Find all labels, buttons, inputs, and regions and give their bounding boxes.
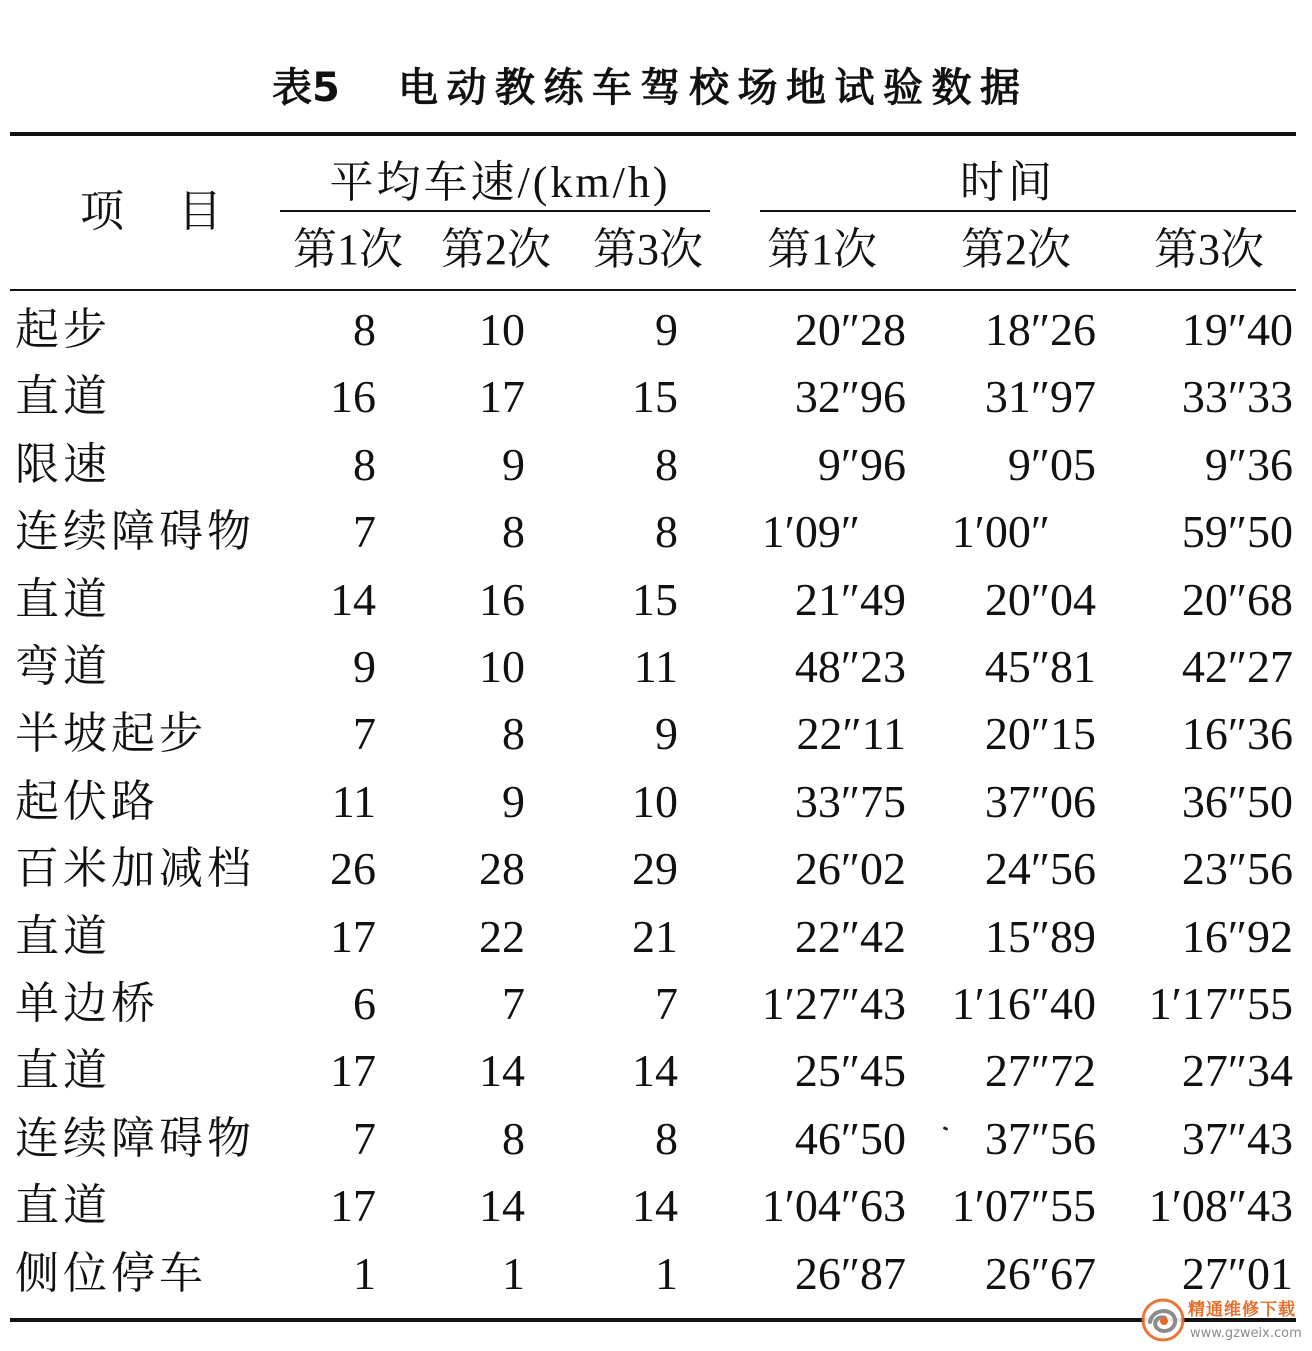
speed-run-3-value: 14 [632, 1180, 678, 1232]
speed-run-1-value: 26 [330, 843, 376, 895]
speed-run-3-value: 1 [655, 1247, 678, 1299]
speed-run-2-value: 8 [502, 708, 525, 760]
speed-run-1-value: 7 [353, 708, 376, 760]
time-run-1-value: 9″96 [817, 438, 906, 490]
time-run-1-value: 20″28 [794, 304, 906, 355]
table-number: 表5 [272, 65, 340, 111]
table-row [0, 842, 1312, 896]
time-run-1-value: 1′09″ [761, 506, 860, 558]
speed-run-1-value: 17 [330, 1045, 376, 1097]
time-run-1-value: 25″45 [794, 1045, 906, 1097]
table-row [0, 438, 1312, 492]
speed-run-3-value: 21 [632, 910, 678, 962]
speed-run-3-value: 29 [632, 843, 678, 895]
time-run-2-value: 1′16″40 [951, 978, 1096, 1029]
table-row [0, 1247, 1312, 1301]
row-item-label: 直道 [15, 1181, 111, 1231]
header-time-run-3: 第3次 [1154, 225, 1264, 274]
time-run-1-value: 48″23 [794, 641, 906, 692]
row-item-label: 起步 [15, 305, 111, 354]
watermark [1138, 1292, 1308, 1348]
table-row [0, 370, 1312, 424]
table-caption: 电动教练车驾校场地试验数据 [398, 65, 1029, 111]
time-run-1-value: 46″50 [794, 1112, 906, 1164]
speed-run-3-value: 11 [633, 641, 678, 692]
speed-run-1-value: 9 [353, 641, 376, 692]
time-run-3-value: 16″36 [1181, 708, 1293, 760]
header-time-group: 时间 [960, 158, 1056, 207]
speed-run-2-value: 14 [479, 1180, 525, 1232]
speed-run-3-value: 9 [655, 304, 678, 355]
time-run-2-value: 9″05 [1007, 438, 1096, 490]
time-run-2-value: 15″89 [984, 910, 1096, 962]
time-run-2-value: 37″06 [984, 775, 1096, 827]
watermark-url: www.gzweix.com [1190, 1326, 1302, 1341]
speed-run-1-value: 17 [330, 1180, 376, 1232]
time-run-1-value: 22″11 [796, 708, 906, 760]
time-run-1-value: 26″87 [794, 1247, 906, 1299]
time-run-1-value: 32″96 [794, 371, 906, 423]
time-run-2-value: 20″15 [984, 708, 1096, 760]
speed-run-1-value: 17 [330, 910, 376, 962]
speed-run-3-value: 15 [632, 371, 678, 423]
time-run-3-value: 1′08″43 [1148, 1180, 1293, 1232]
speed-run-1-value: 8 [353, 438, 376, 490]
time-run-3-value: 37″43 [1181, 1112, 1293, 1164]
speed-run-2-value: 28 [479, 843, 525, 895]
table-row [0, 573, 1312, 627]
time-run-3-value: 59″50 [1181, 506, 1293, 558]
table-row [0, 1112, 1312, 1166]
table-row [0, 775, 1312, 829]
header-time-run-1: 第1次 [767, 225, 877, 274]
speed-run-3-value: 10 [632, 775, 678, 827]
speed-run-2-value: 16 [479, 573, 525, 625]
time-run-2-value: 18″26 [984, 304, 1096, 355]
speed-run-3-value: 9 [655, 708, 678, 760]
speed-run-3-value: 8 [655, 506, 678, 558]
time-run-3-value: 9″36 [1204, 438, 1293, 490]
time-run-3-value: 19″40 [1181, 304, 1293, 355]
row-item-label: 侧位停车 [15, 1248, 207, 1298]
speed-run-1-value: 7 [353, 1112, 376, 1164]
row-item-label: 单边桥 [15, 979, 159, 1028]
speed-run-1-value: 11 [331, 775, 376, 827]
speed-run-1-value: 8 [353, 304, 376, 355]
speed-run-2-value: 7 [502, 978, 525, 1029]
time-run-1-value: 33″75 [794, 775, 906, 827]
time-run-2-value: 24″56 [984, 843, 1096, 895]
time-run-1-value: 21″49 [794, 573, 906, 625]
time-run-2-value: 1′07″55 [951, 1180, 1096, 1232]
speed-run-2-value: 10 [479, 304, 525, 355]
table-row [0, 910, 1312, 964]
row-item-label: 弯道 [15, 642, 111, 691]
swirl-logo-icon [1140, 1297, 1186, 1343]
speed-run-1-value: 1 [353, 1247, 376, 1299]
time-run-2-value: 1′00″ [951, 506, 1050, 558]
table-row [0, 977, 1312, 1031]
speed-run-1-value: 7 [353, 506, 376, 558]
row-item-label: 直道 [15, 574, 111, 624]
table-row [0, 303, 1312, 357]
row-item-label: 连续障碍物 [15, 507, 255, 557]
speed-run-2-value: 10 [479, 641, 525, 692]
time-run-2-value: 37″56 [984, 1112, 1096, 1164]
speed-run-2-value: 9 [502, 775, 525, 827]
time-run-2-value: 20″04 [984, 573, 1096, 625]
speed-run-2-value: 22 [479, 910, 525, 962]
time-run-2-value: 27″72 [984, 1045, 1096, 1097]
time-run-3-value: 1′17″55 [1148, 978, 1293, 1029]
speed-run-2-value: 1 [502, 1247, 525, 1299]
speed-run-3-value: 15 [632, 573, 678, 625]
header-speed-run-2: 第2次 [441, 225, 551, 274]
time-run-3-value: 33″33 [1181, 371, 1293, 423]
watermark-text: 精通维修下载 [1188, 1300, 1296, 1320]
speed-run-2-value: 8 [502, 1112, 525, 1164]
row-item-label: 起伏路 [15, 776, 159, 826]
speed-run-2-value: 8 [502, 506, 525, 558]
time-run-2-value: 26″67 [984, 1247, 1096, 1299]
row-item-label: 直道 [15, 1046, 111, 1096]
table-row [0, 640, 1312, 694]
speed-run-1-value: 6 [353, 978, 376, 1029]
speed-run-1-value: 14 [330, 573, 376, 625]
row-item-label: 百米加减档 [15, 844, 255, 894]
speed-run-3-value: 8 [655, 438, 678, 490]
table-row [0, 1179, 1312, 1233]
header-speed-run-3: 第3次 [593, 225, 703, 274]
time-run-1-value: 26″02 [794, 843, 906, 895]
time-run-1-value: 22″42 [794, 910, 906, 962]
header-speed-group: 平均车速/(km/h) [329, 158, 671, 207]
time-run-1-value: 1′04″63 [761, 1180, 906, 1232]
time-run-3-value: 27″34 [1181, 1045, 1293, 1097]
speed-run-3-value: 8 [655, 1112, 678, 1164]
speed-run-3-value: 14 [632, 1045, 678, 1097]
row-item-label: 半坡起步 [15, 709, 207, 759]
row-item-label: 连续障碍物 [15, 1113, 255, 1163]
table-row [0, 1044, 1312, 1098]
time-run-2-value: 45″81 [984, 641, 1096, 692]
speed-run-2-value: 14 [479, 1045, 525, 1097]
row-item-label: 直道 [15, 911, 111, 961]
time-run-3-value: 20″68 [1181, 573, 1293, 625]
speed-run-1-value: 16 [330, 371, 376, 423]
header-speed-run-1: 第1次 [293, 225, 403, 274]
table-row [0, 505, 1312, 559]
header-time-run-2: 第2次 [961, 225, 1071, 274]
speed-run-2-value: 9 [502, 438, 525, 490]
time-run-2-value: 31″97 [984, 371, 1096, 423]
time-run-3-value: 16″92 [1181, 910, 1293, 962]
speed-run-3-value: 7 [655, 978, 678, 1029]
time-run-1-value: 1′27″43 [761, 978, 906, 1029]
table-row [0, 707, 1312, 761]
time-run-3-value: 23″56 [1181, 843, 1293, 895]
row-item-label: 限速 [15, 439, 111, 489]
header-item: 项 目 [80, 187, 227, 236]
row-item-label: 直道 [15, 372, 111, 422]
time-run-3-value: 42″27 [1181, 641, 1293, 692]
time-run-3-value: 27″01 [1181, 1247, 1293, 1299]
speed-run-2-value: 17 [479, 371, 525, 423]
time-run-3-value: 36″50 [1181, 775, 1293, 827]
